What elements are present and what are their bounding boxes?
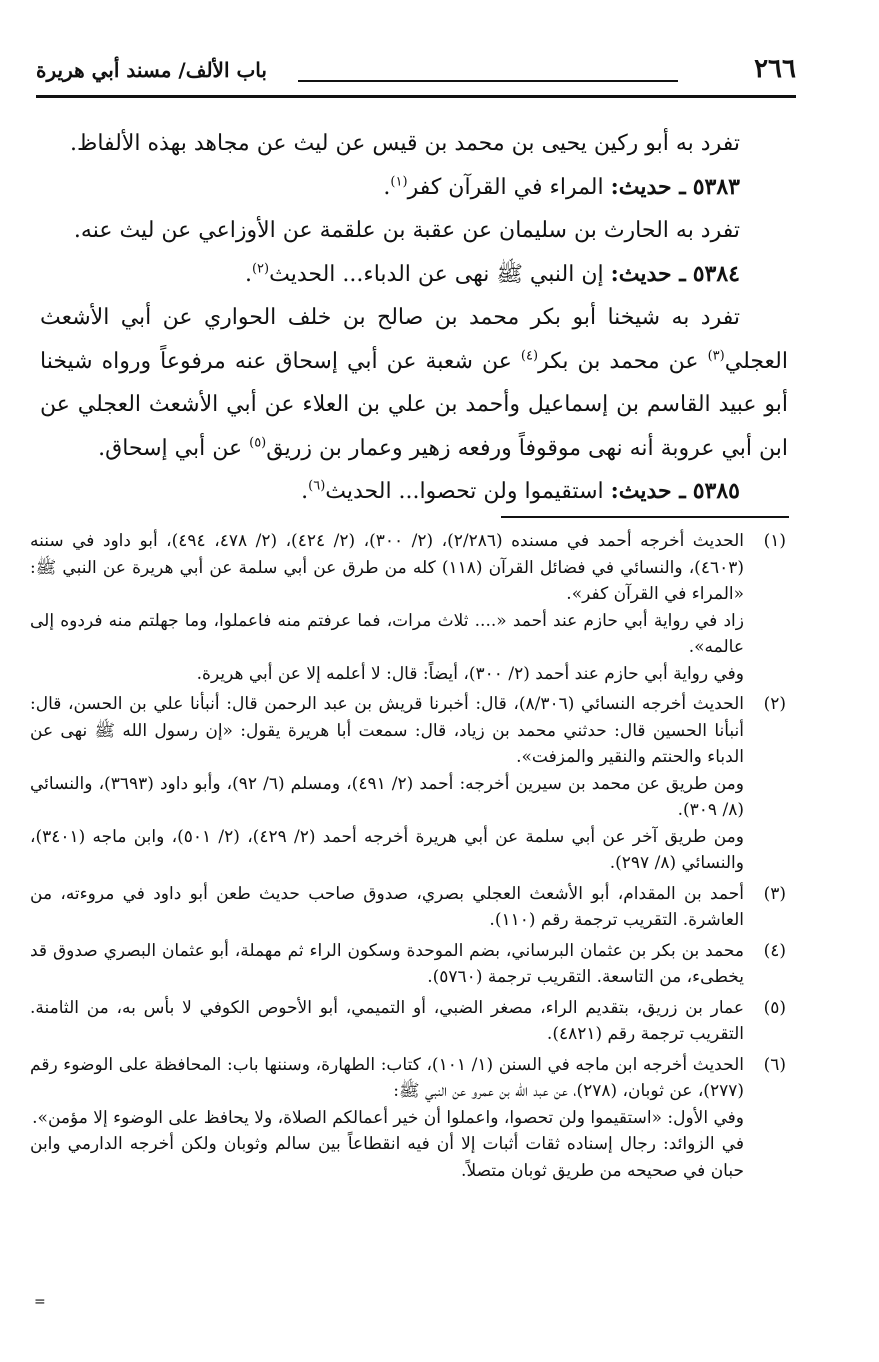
hadith-5383: ٥٣٨٣ ـ حديث: المراء في القرآن كفر$^{(١)}$.	[383, 173, 740, 200]
footnote-number: (٤)	[763, 940, 786, 961]
paragraph-5384-note: تفرد به شيخنا أبو بكر محمد بن صالح بن خلف الحواري عن أبي الأشعث العجلي$^{(٣)}$ عن محمد بن بكر$^{(٤)}$ عن شعبة عن أبي إسحاق عنه مرفوعاً ورواه شيخنا أبو عبيد القاسم بن إسماعيل وأحمد بن علي بن العلاء عن أبي الأشعث العجلي عن ابن أبي عروبة أنه نهى موقوفاً ورفعه زهير وعمار بن زريق$^{(٥)}$ عن أبي إسحاق.	[40, 305, 788, 461]
hadith-number: ٥٣٨٤	[692, 260, 740, 287]
footnote-number: (٢)	[763, 694, 786, 714]
footnote-ref-4[interactable]: (٤)	[520, 348, 539, 364]
footnote-ref-3[interactable]: (٣)	[707, 348, 725, 364]
hadith-number: ٥٣٨٥	[692, 478, 740, 504]
page-header	[36, 52, 796, 98]
footnote-number: (٥)	[763, 997, 786, 1018]
footnote-paragraph: في الزوائد: رجال إسناده ثقات أثبات إلا أن فيه انقطاعاً بين سالم وثوبان ولكن أخرجه الدارمي وابن حبان في صحيحه من طريق ثوبان متصلاً.	[30, 1134, 744, 1181]
footnote-paragraph: أحمد بن المقدام، أبو الأشعث العجلي بصري، صدوق صاحب حديث طعن أبو داود في مروءته، من العاشرة. التقريب ترجمة رقم (١١٠).	[30, 883, 744, 930]
footnote-ref-6[interactable]: (٦)	[308, 478, 326, 494]
footnote-ref-1[interactable]: (١)	[390, 174, 408, 190]
running-head: باب الألف/ مسند أبي هريرة	[36, 58, 267, 82]
hadith-5385: ٥٣٨٥ ـ حديث: استقيموا ولن تحصوا... الحديث$^{(٦)}$.	[301, 478, 740, 504]
footnote-paragraph: الحديث أخرجه ابن ماجه في السنن (١/ ١٠١)، كتاب: الطهارة، وسننها باب: المحافظة على الوضوء رقم (٢٧٧)، عن ثوبان، (٢٧٨)، عن عبد الله بن عمرو عن النبي ﷺ:	[30, 1054, 744, 1101]
hadith-label: ـ حديث:	[610, 173, 686, 200]
footnote-ref-2[interactable]: (٢)	[251, 261, 270, 277]
footnote-body	[30, 881, 744, 934]
paragraph-5383-note: تفرد به الحارث بن سليمان عن عقبة بن علقمة عن الأوزاعي عن ليث عنه.	[73, 218, 740, 243]
header-rule	[298, 80, 678, 82]
footnote-paragraph: وفي رواية أبي حازم عند أحمد (٢/ ٣٠٠)، أيضاً: قال: لا أعلمه إلا عن أبي هريرة.	[196, 663, 744, 684]
hadith-text: استقيموا ولن تحصوا... الحديث	[325, 479, 604, 504]
footnote-separator	[501, 516, 789, 518]
footnote-body	[30, 528, 744, 687]
hadith-label: ـ حديث:	[610, 478, 686, 504]
footnotes	[30, 528, 786, 1188]
footnote-paragraph: وفي الأول: «استقيموا ولن تحصوا، واعملوا أن خير أعمالكم الصلاة، ولا يحافظ على الوضوء إلا مؤمن».	[32, 1107, 744, 1128]
continuation-mark: =	[34, 1294, 46, 1310]
footnote-4	[30, 938, 786, 991]
hadith-5384: ٥٣٨٤ ـ حديث: إن النبي ﷺ نهى عن الدباء... الحديث$^{(٢)}$.	[244, 260, 740, 287]
footnote-number: (٦)	[763, 1054, 786, 1075]
hadith-label: ـ حديث:	[610, 260, 686, 287]
footnote-paragraph: ومن طريق آخر عن أبي سلمة عن أبي هريرة أخرجه أحمد (٢/ ٤٢٩)، (٢/ ٥٠١)، وابن ماجه (٣٤٠١)، والنسائي (٨/ ٢٩٧).	[30, 826, 744, 873]
footnote-paragraph: عمار بن زريق، بتقديم الراء، مصغر الضبي، أو التميمي، أبو الأحوص الكوفي لا بأس به، من الثامنة. التقريب ترجمة رقم (٤٨٢١).	[30, 997, 744, 1044]
footnote-2	[30, 691, 786, 877]
footnote-paragraph: ومن طريق عن محمد بن سيرين أخرجه: أحمد (٢/ ٤٩١)، ومسلم (٦/ ٩٢)، وأبو داود (٣٦٩٣)، والنسائي (٨/ ٣٠٩).	[30, 773, 744, 820]
paragraph-5382-note: تفرد به أبو ركين يحيى بن محمد بن قيس عن ليث عن مجاهد بهذه الألفاظ.	[70, 131, 740, 156]
footnote-1	[30, 528, 786, 687]
footnote-body	[30, 691, 744, 877]
footnote-5	[30, 995, 786, 1048]
footnote-number: (١)	[763, 531, 786, 551]
main-text	[40, 122, 788, 514]
footnote-number: (٣)	[763, 883, 786, 904]
hadith-text: المراء في القرآن كفر	[407, 174, 604, 200]
footnote-body	[30, 995, 744, 1048]
footnote-paragraph: محمد بن بكر بن عثمان البرساني، بضم الموحدة وسكون الراء ثم مهملة، أبو عثمان البصري صدوق قد يخطىء، من التاسعة. التقريب ترجمة (٥٧٦٠).	[30, 940, 744, 987]
footnote-paragraph: الحديث أخرجه أحمد في مسنده (٢/٢٨٦)، (٢/ ٣٠٠)، (٢/ ٤٢٤)، (٢/ ٤٧٨، ٤٩٤)، أبو داود في سننه (٤٦٠٣)، والنسائي في فضائل القرآن (١١٨) كله من طرق عن أبي سلمة عن أبي هريرة عن النبي ﷺ: «المراء في القرآن كفر».	[30, 531, 745, 604]
footnote-ref-5[interactable]: (٥)	[249, 435, 267, 451]
footnote-paragraph: زاد في رواية أبي حازم عند أحمد «.... ثلاث مرات، فما عرفتم منه فاعملوا، وما جهلتم منه فردوه إلى عالمه».	[30, 610, 744, 657]
footnote-6	[30, 1052, 786, 1185]
footnote-3	[30, 881, 786, 934]
footnote-paragraph: الحديث أخرجه النسائي (٨/٣٠٦)، قال: أخبرنا قريش بن عبد الرحمن قال: أنبأنا علي بن الحسن، قال: أنبأنا الحسين قال: حدثني محمد بن زياد، قال: سمعت أبا هريرة يقول: «إن رسول الله ﷺ نهى عن الدباء والحنتم والنقير والمزفت».	[30, 694, 745, 767]
hadith-text: إن النبي ﷺ نهى عن الدباء... الحديث	[269, 261, 604, 287]
hadith-number: ٥٣٨٣	[692, 173, 740, 200]
footnote-body	[30, 1052, 744, 1185]
page-number: ٢٦٦	[754, 54, 796, 84]
footnote-body	[30, 938, 744, 991]
